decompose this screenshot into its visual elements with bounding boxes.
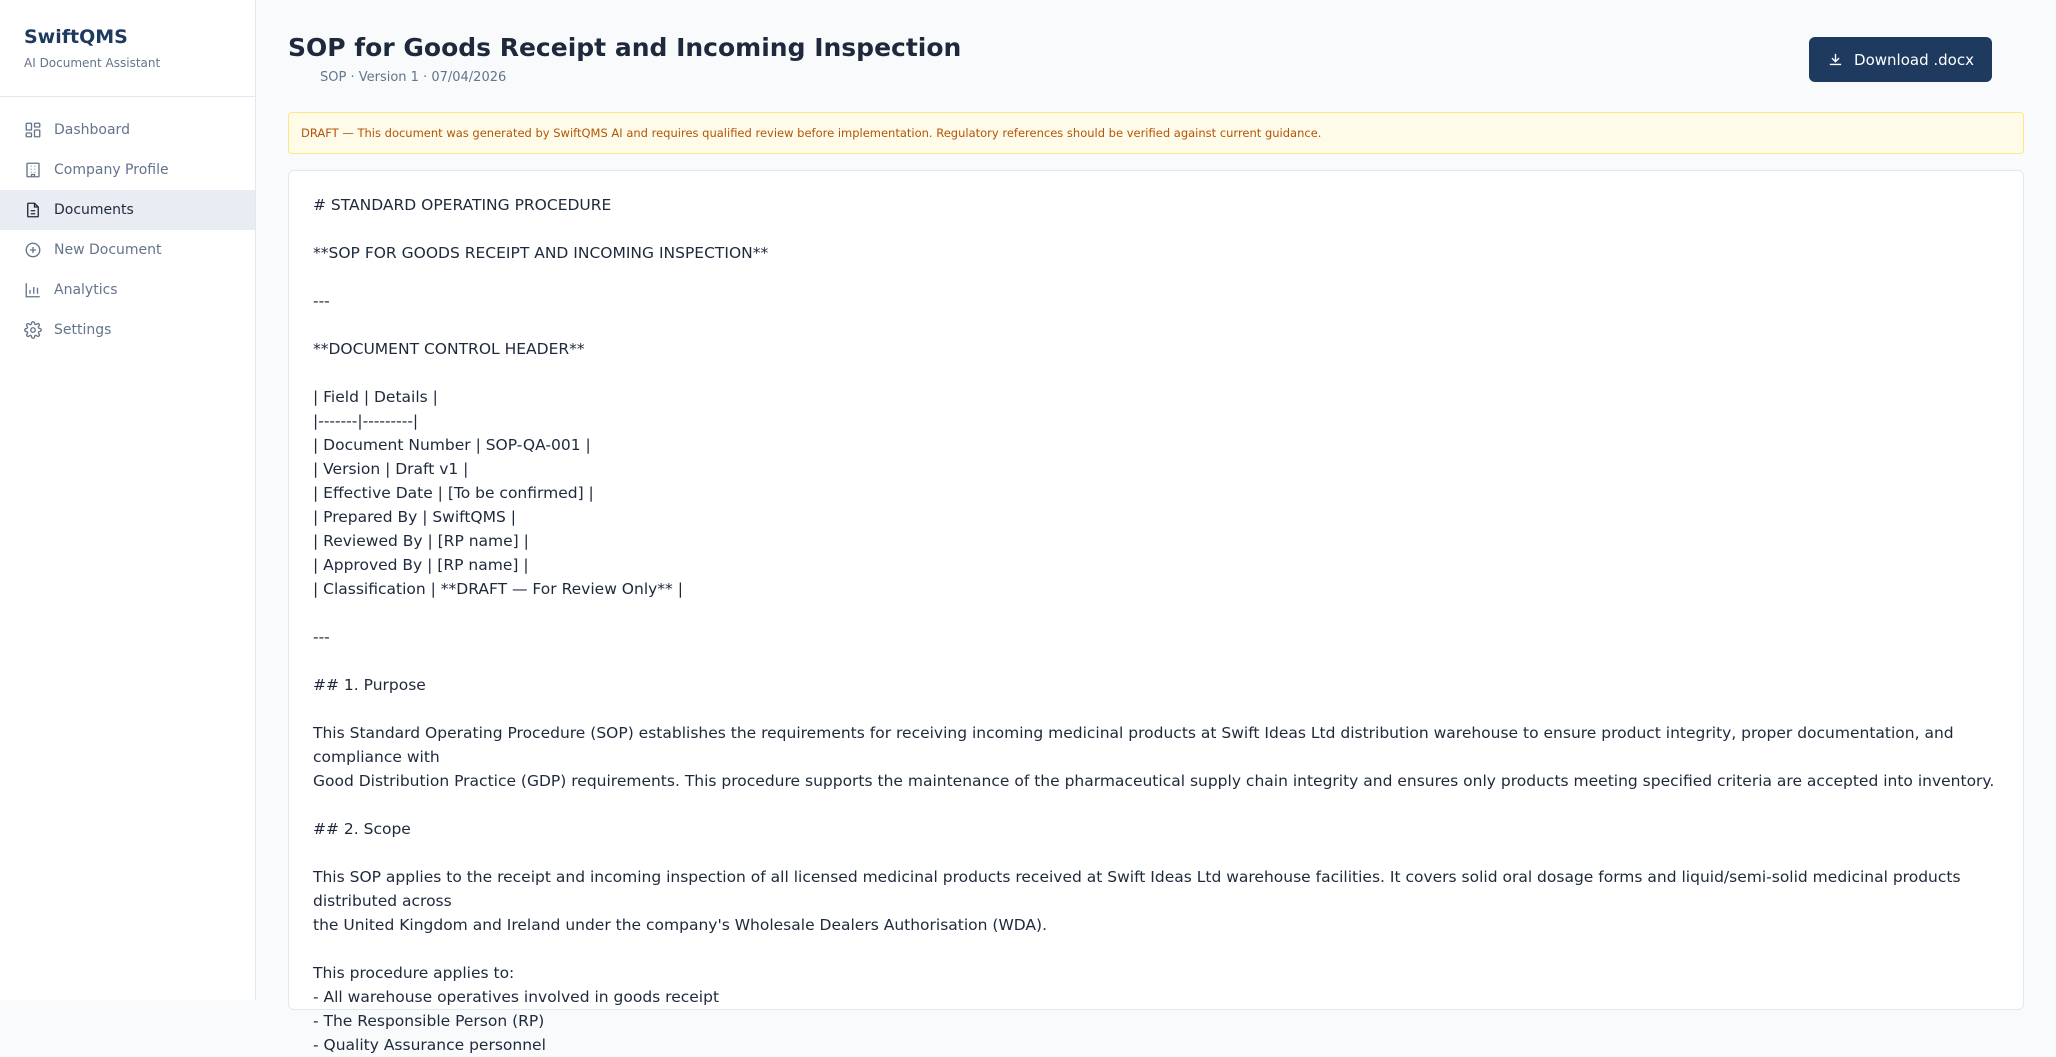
brand [0, 0, 255, 97]
sidebar-item-label: Documents [54, 202, 134, 218]
sidebar-item-settings[interactable] [0, 310, 255, 350]
draft-warning-text: DRAFT — This document was generated by SwiftQMS AI and requires qualified review before implementation. Regulatory references should be verified against current guidance. [301, 126, 1322, 140]
document-line: | Field | Details | [313, 388, 438, 406]
document-line: ## 1. Purpose [313, 676, 426, 694]
sidebar-item-label: Dashboard [54, 122, 130, 138]
document-line: # STANDARD OPERATING PROCEDURE [313, 196, 612, 214]
plus-circle-icon [24, 241, 42, 259]
sidebar-nav [0, 97, 255, 350]
sidebar [0, 0, 256, 1000]
document-line [313, 601, 1999, 625]
document-line: - Quality Assurance personnel [313, 1036, 546, 1054]
document-line [313, 649, 1999, 673]
brand-subtitle: AI Document Assistant [24, 56, 161, 70]
document-line [313, 361, 1999, 385]
document-line [313, 265, 1999, 289]
document-line: the United Kingdom and Ireland under the company's Wholesale Dealers Authorisation (WDA). [313, 916, 1048, 934]
document-meta: SOP · Version 1 · 07/04/2026 [320, 70, 507, 85]
sidebar-item-new-document[interactable] [0, 230, 255, 270]
document-line: **SOP FOR GOODS RECEIPT AND INCOMING INSPECTION** [313, 244, 769, 262]
page-title: SOP for Goods Receipt and Incoming Inspection [288, 33, 962, 62]
document-line [313, 697, 1999, 721]
download-icon [1827, 51, 1844, 68]
sidebar-item-label: Analytics [54, 282, 118, 298]
draft-warning-banner [288, 112, 2024, 154]
sidebar-item-label: Settings [54, 322, 112, 338]
document-lines [313, 193, 1999, 1057]
document-line: This Standard Operating Procedure (SOP) establishes the requirements for receiving incoming medicinal products at Swift Ideas Ltd distribution warehouse to ensure product integrity, proper documentation, and compliance with [313, 724, 1959, 766]
document-icon [24, 201, 42, 219]
document-line: --- [313, 628, 330, 646]
brand-name: SwiftQMS [24, 26, 128, 48]
document-line: | Classification | **DRAFT — For Review Only** | [313, 580, 683, 598]
main-content [256, 0, 2056, 1054]
document-line: |-------|---------| [313, 412, 419, 430]
document-line: | Prepared By | SwiftQMS | [313, 508, 516, 526]
document-line [313, 841, 1999, 865]
document-line: Good Distribution Practice (GDP) requirements. This procedure supports the maintenance of the pharmaceutical supply chain integrity and ensures only products meeting specified criteria are accepted into inventory. [313, 772, 1995, 790]
document-line: This procedure applies to: [313, 964, 515, 982]
download-button-label: Download .docx [1854, 50, 1974, 69]
bar-chart-icon [24, 281, 42, 299]
document-line: - The Responsible Person (RP) [313, 1012, 545, 1030]
document-line: --- [313, 292, 330, 310]
sidebar-item-analytics[interactable] [0, 270, 255, 310]
document-line [313, 217, 1999, 241]
document-line: - All warehouse operatives involved in goods receipt [313, 988, 720, 1006]
page-header [288, 0, 2024, 100]
document-line [313, 313, 1999, 337]
document-line: | Reviewed By | [RP name] | [313, 532, 529, 550]
document-line: | Document Number | SOP-QA-001 | [313, 436, 591, 454]
gear-icon [24, 321, 42, 339]
download-docx-button[interactable] [1809, 37, 1992, 82]
building-icon [24, 161, 42, 179]
document-line: **DOCUMENT CONTROL HEADER** [313, 340, 585, 358]
document-line [313, 937, 1999, 961]
document-line [313, 793, 1999, 817]
document-line: This SOP applies to the receipt and incoming inspection of all licensed medicinal products received at Swift Ideas Ltd warehouse facilities. It covers solid oral dosage forms and liquid/semi-solid medicinal products distributed across [313, 868, 1966, 910]
document-line: | Approved By | [RP name] | [313, 556, 529, 574]
sidebar-item-label: Company Profile [54, 162, 169, 178]
sidebar-item-company-profile[interactable] [0, 150, 255, 190]
sidebar-item-label: New Document [54, 242, 162, 258]
document-line: | Version | Draft v1 | [313, 460, 469, 478]
document-line: ## 2. Scope [313, 820, 411, 838]
dashboard-icon [24, 121, 42, 139]
document-content [288, 170, 2024, 1054]
sidebar-item-dashboard[interactable] [0, 110, 255, 150]
sidebar-item-documents[interactable] [0, 190, 255, 230]
document-line: | Effective Date | [To be confirmed] | [313, 484, 594, 502]
